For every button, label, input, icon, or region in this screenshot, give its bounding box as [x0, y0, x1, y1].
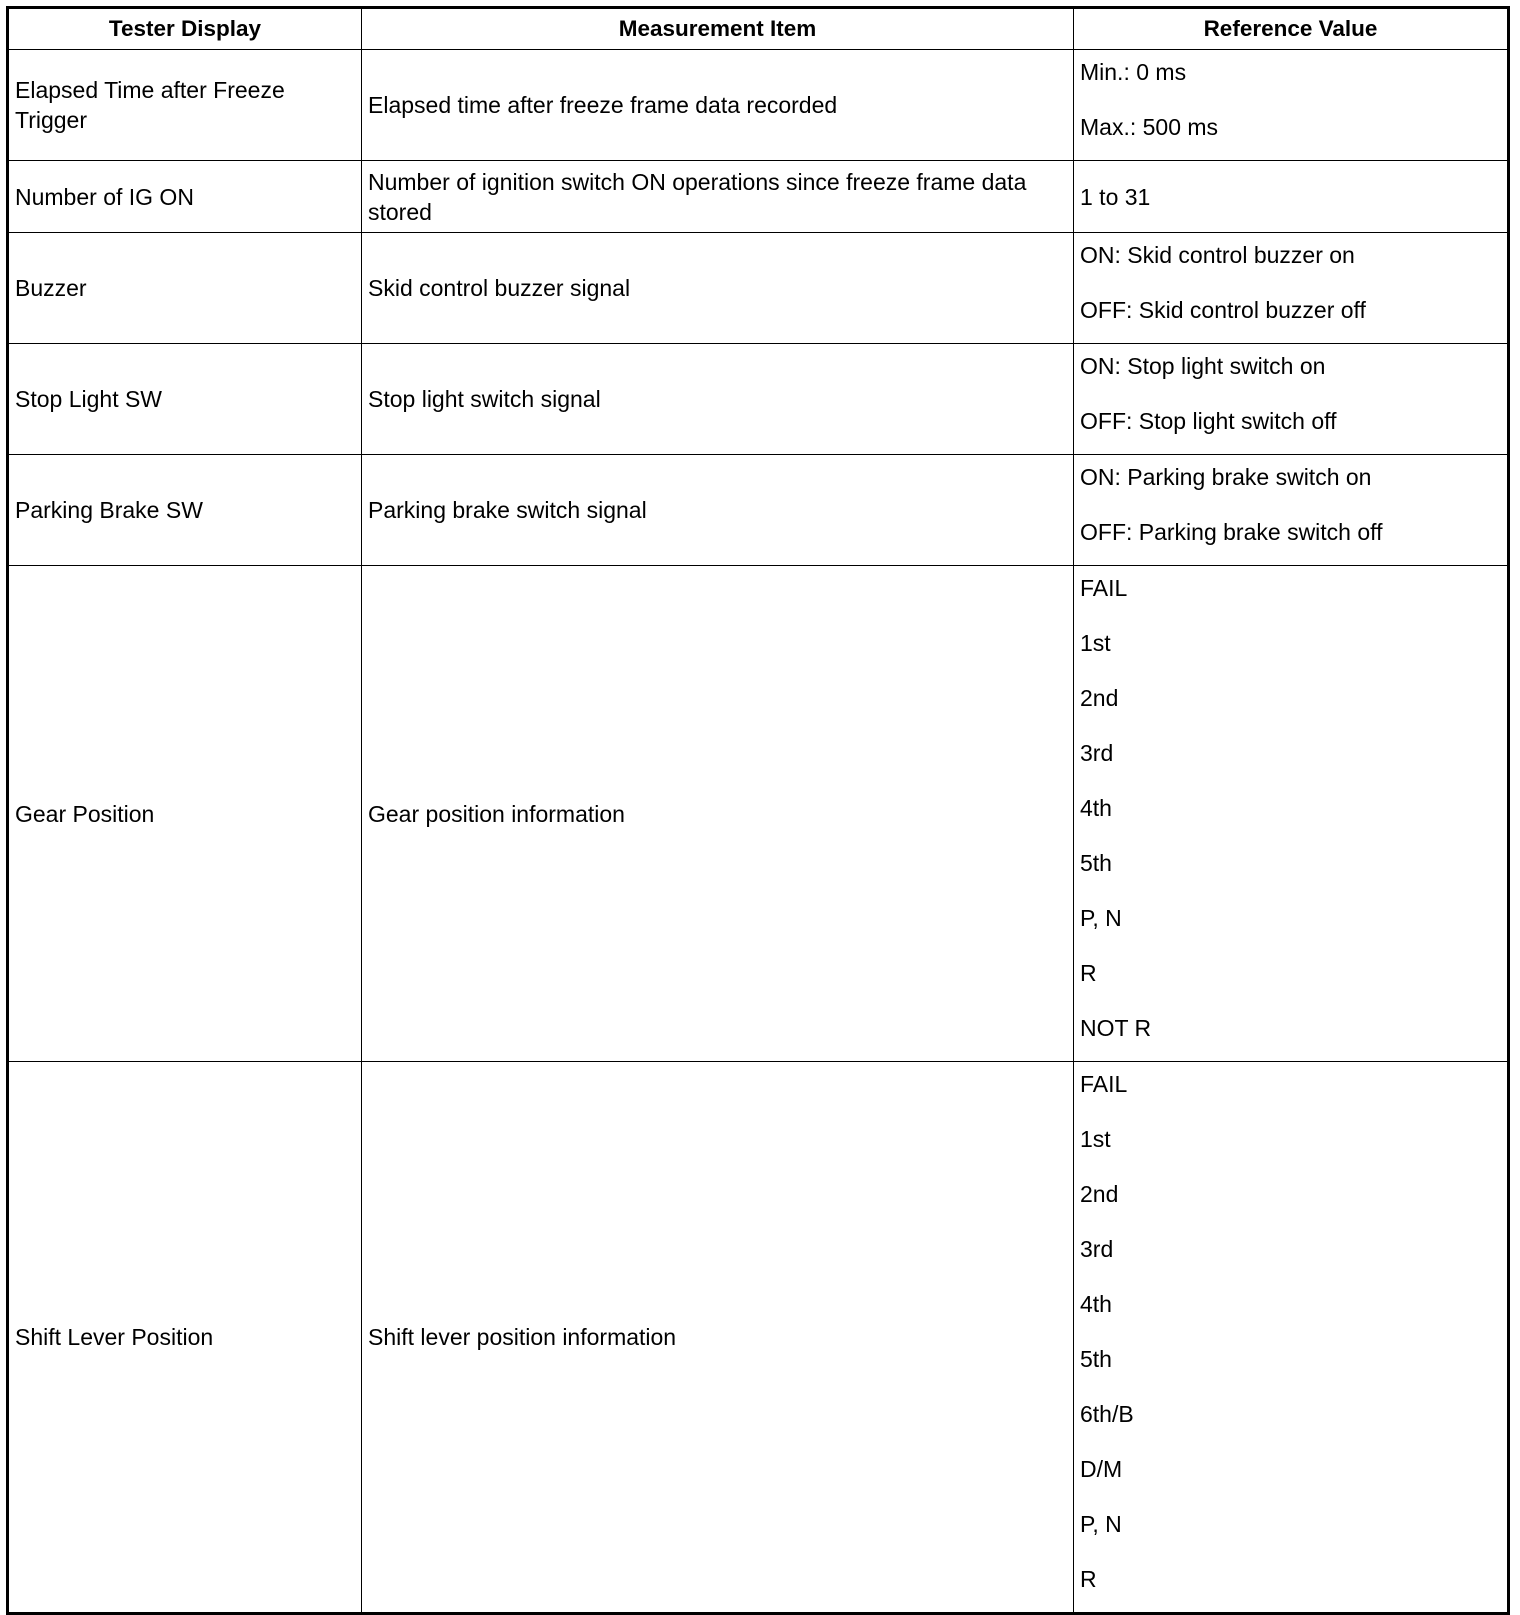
measurement-item-cell: Skid control buzzer signal — [362, 233, 1074, 344]
header-measurement-item: Measurement Item — [362, 8, 1074, 50]
reference-value: P, N — [1080, 905, 1122, 931]
table-row — [8, 455, 1509, 566]
reference-value: 5th — [1080, 850, 1112, 876]
tester-display-cell: Stop Light SW — [8, 344, 362, 455]
reference-value-cell — [1074, 344, 1509, 455]
header-reference-value: Reference Value — [1074, 8, 1509, 50]
reference-value: NOT R — [1080, 1015, 1152, 1041]
measurement-item-cell: Gear position information — [362, 566, 1074, 1062]
reference-value: R — [1080, 1566, 1097, 1592]
reference-value-cell — [1074, 50, 1509, 161]
reference-value: ON: Stop light switch on — [1080, 353, 1326, 379]
table-row — [8, 233, 1509, 344]
measurement-item-cell: Shift lever position information — [362, 1062, 1074, 1614]
reference-value: FAIL — [1080, 575, 1128, 601]
measurement-item-cell: Number of ignition switch ON operations since freeze frame data stored — [362, 161, 1074, 233]
reference-value-cell — [1074, 566, 1509, 1062]
reference-value: Min.: 0 ms — [1080, 59, 1187, 85]
header-row — [8, 8, 1509, 50]
reference-value: 5th — [1080, 1346, 1112, 1372]
table-row — [8, 344, 1509, 455]
reference-value: OFF: Stop light switch off — [1080, 408, 1337, 434]
reference-value: FAIL — [1080, 1071, 1128, 1097]
tester-display-cell: Number of IG ON — [8, 161, 362, 233]
tester-display-cell: Shift Lever Position — [8, 1062, 362, 1614]
tester-display-cell: Elapsed Time after Freeze Trigger — [8, 50, 362, 161]
reference-value: R — [1080, 960, 1097, 986]
reference-value: 1st — [1080, 1126, 1111, 1152]
tester-display-cell: Buzzer — [8, 233, 362, 344]
reference-value: Max.: 500 ms — [1080, 114, 1219, 140]
reference-value: 6th/B — [1080, 1401, 1134, 1427]
data-list-table — [6, 6, 1510, 1615]
table-row — [8, 566, 1509, 1062]
reference-value: P, N — [1080, 1511, 1122, 1537]
reference-value: 3rd — [1080, 1236, 1114, 1262]
reference-value: D/M — [1080, 1456, 1123, 1482]
tester-display-cell: Parking Brake SW — [8, 455, 362, 566]
reference-value: OFF: Parking brake switch off — [1080, 519, 1383, 545]
table-row — [8, 1062, 1509, 1614]
measurement-item-cell: Stop light switch signal — [362, 344, 1074, 455]
reference-value-cell — [1074, 455, 1509, 566]
tester-display-cell: Gear Position — [8, 566, 362, 1062]
reference-value: 2nd — [1080, 1181, 1119, 1207]
table-row — [8, 50, 1509, 161]
measurement-item-cell: Parking brake switch signal — [362, 455, 1074, 566]
reference-value: ON: Parking brake switch on — [1080, 464, 1372, 490]
reference-value: 3rd — [1080, 740, 1114, 766]
reference-value-cell — [1074, 1062, 1509, 1614]
table-row — [8, 161, 1509, 233]
measurement-item-cell: Elapsed time after freeze frame data recorded — [362, 50, 1074, 161]
reference-value: 1 to 31 — [1080, 183, 1151, 210]
reference-value-cell — [1074, 233, 1509, 344]
reference-value: 2nd — [1080, 685, 1119, 711]
reference-value: 4th — [1080, 1291, 1112, 1317]
reference-value: 4th — [1080, 795, 1112, 821]
reference-value: 1st — [1080, 630, 1111, 656]
reference-value: OFF: Skid control buzzer off — [1080, 297, 1366, 323]
reference-value-cell — [1074, 161, 1509, 233]
header-tester-display: Tester Display — [8, 8, 362, 50]
reference-value: ON: Skid control buzzer on — [1080, 242, 1355, 268]
